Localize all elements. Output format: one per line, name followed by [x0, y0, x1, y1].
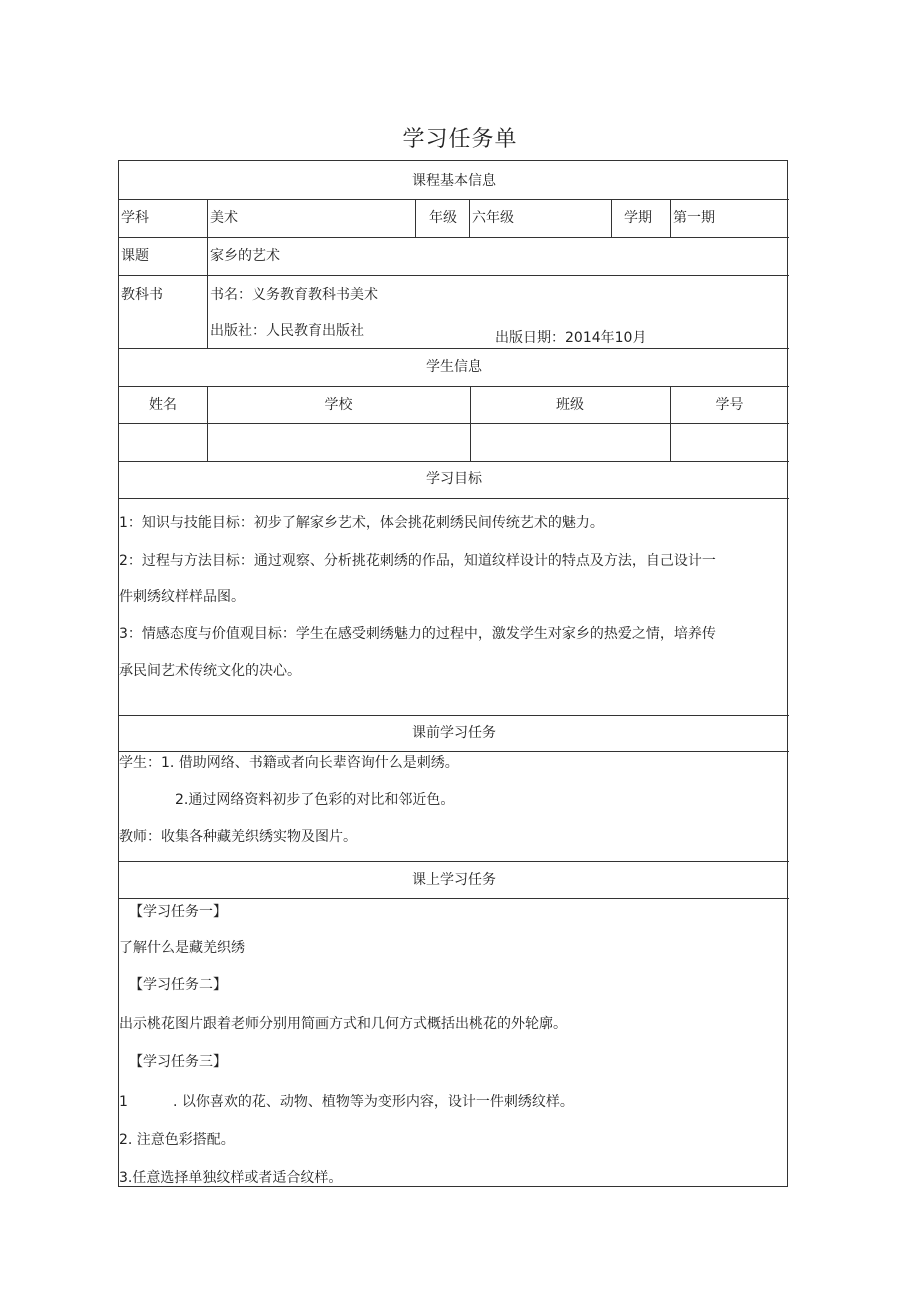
col-student-id: 学号: [715, 397, 744, 413]
objective-line: 件刺绣纹样样品图。: [119, 589, 245, 605]
col-name: 姓名: [149, 397, 177, 413]
subject-value: 美术: [210, 210, 238, 226]
basic-info-header: 课程基本信息: [412, 173, 496, 189]
subject-label: 学科: [121, 210, 149, 226]
task3-item-number: 1: [119, 1094, 128, 1110]
task3-item: 2. 注意色彩搭配。: [119, 1132, 235, 1148]
task2-text: 出示桃花图片跟着老师分别用简画方式和几何方式概括出桃花的外轮廓。: [119, 1016, 567, 1032]
col-class: 班级: [556, 397, 584, 413]
pre-class-header: 课前学习任务: [412, 725, 496, 741]
objectives-header: 学习目标: [426, 471, 482, 487]
objective-line: 3：情感态度与价值观目标：学生在感受刺绣魅力的过程中，激发学生对家乡的热爱之情，培养传: [119, 626, 716, 642]
task1-text: 了解什么是藏羌织绣: [119, 940, 245, 956]
task1-title: 【学习任务一】: [129, 904, 227, 920]
objective-line: 2：过程与方法目标：通过观察、分析挑花刺绣的作品，知道纹样设计的特点及方法，自己设计一: [119, 553, 716, 569]
student-info-header: 学生信息: [426, 359, 482, 375]
in-class-header: 课上学习任务: [412, 872, 496, 888]
publisher: 出版社：人民教育出版社: [210, 323, 364, 339]
task3-title: 【学习任务三】: [129, 1054, 227, 1070]
pre-class-line: 教师：收集各种藏羌织绣实物及图片。: [119, 829, 357, 845]
publication-date: 出版日期：2014年10月: [495, 330, 647, 346]
grade-value: 六年级: [472, 210, 514, 226]
task2-title: 【学习任务二】: [129, 977, 227, 993]
objective-line: 1：知识与技能目标：初步了解家乡艺术，体会挑花刺绣民间传统艺术的魅力。: [119, 515, 604, 531]
grade-label: 年级: [429, 210, 457, 226]
task-sheet-table: [118, 160, 788, 1187]
term-value: 第一期: [673, 210, 715, 226]
task3-item: 3.任意选择单独纹样或者适合纹样。: [119, 1170, 343, 1186]
task3-item: . 以你喜欢的花、动物、植物等为变形内容，设计一件刺绣纹样。: [173, 1094, 574, 1110]
page-title: 学习任务单: [402, 127, 518, 152]
term-label: 学期: [624, 210, 652, 226]
book-name: 书名：义务教育教科书美术: [210, 287, 378, 303]
topic-label: 课题: [121, 248, 149, 264]
pre-class-line: 学生：1. 借助网络、书籍或者向长辈咨询什么是刺绣。: [119, 755, 459, 771]
topic-value: 家乡的艺术: [210, 248, 280, 264]
pre-class-line: 2.通过网络资料初步了色彩的对比和邻近色。: [175, 792, 455, 808]
objective-line: 承民间艺术传统文化的决心。: [119, 663, 301, 679]
textbook-label: 教科书: [121, 287, 163, 303]
col-school: 学校: [324, 397, 353, 413]
